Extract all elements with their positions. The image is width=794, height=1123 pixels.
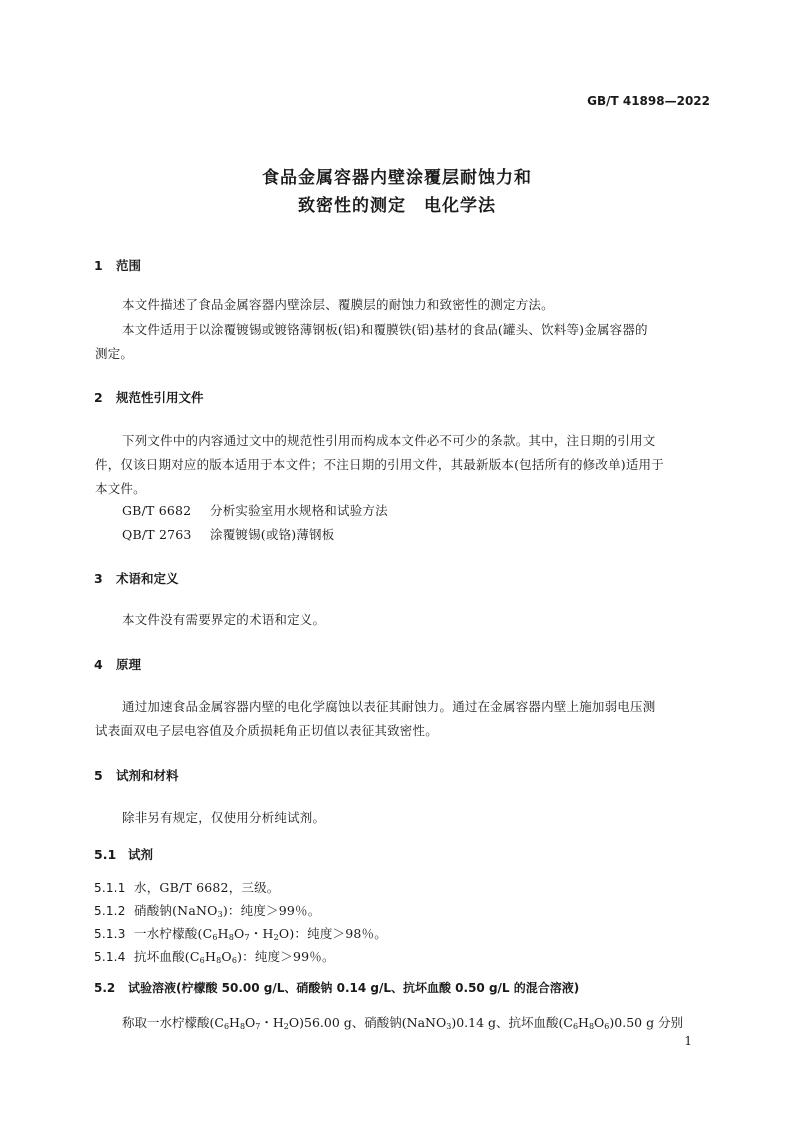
paragraph-continued: 测定。: [95, 346, 134, 361]
reference-title: 分析实验室用水规格和试验方法: [210, 503, 388, 518]
subsection-number: 5.2: [94, 981, 116, 995]
section-number: 5: [94, 768, 103, 783]
paragraph-continued: 试表面双电子层电容值及介质损耗角正切值以表征其致密性。: [95, 723, 438, 738]
section-number: 2: [94, 390, 103, 405]
item-number: 5.1.4: [94, 950, 126, 964]
section-number: 1: [94, 258, 103, 273]
paragraph: 本文件没有需要界定的术语和定义。: [122, 612, 326, 627]
paragraph: 通过加速食品金属容器内壁的电化学腐蚀以表征其耐蚀力。通过在金属容器内壁上施加弱电压测: [122, 699, 656, 714]
subsection-5-2-heading: [94, 979, 579, 996]
paragraph-continued: 件，仅该日期对应的版本适用于本文件；不注日期的引用文件，其最新版本(包括所有的修改单)适用于: [95, 457, 664, 472]
paragraph: 本文件适用于以涂覆镀锡或镀铬薄钢板(铝)和覆膜铁(铝)基材的食品(罐头、饮料等)金属容器的: [122, 322, 648, 337]
reference-code: GB/T 6682: [122, 503, 192, 518]
item-text: 硝酸钠(NaNO$_3$)：纯度＞99％。: [134, 903, 321, 919]
item-number: 5.1.2: [94, 904, 126, 918]
section-number: 3: [94, 571, 103, 586]
subsection-title: 试剂: [128, 847, 154, 862]
document-title-line-1: 食品金属容器内壁涂覆层耐蚀力和: [262, 168, 532, 188]
paragraph: 本文件描述了食品金属容器内壁涂层、覆膜层的耐蚀力和致密性的测定方法。: [122, 297, 554, 312]
subsection-5-1-heading: [94, 845, 153, 863]
paragraph-continued: 本文件。: [95, 481, 146, 496]
list-item: [94, 924, 387, 942]
subsection-title: 试验溶液(柠檬酸 50.00 g/L、硝酸钠 0.14 g/L、抗坏血酸 0.50 g/L 的混合溶液): [128, 981, 580, 995]
section-1-heading: [94, 256, 141, 274]
section-4-heading: [94, 655, 141, 673]
section-title: 术语和定义: [116, 571, 179, 586]
item-text: 水，GB/T 6682，三级。: [134, 880, 280, 895]
section-2-heading: [94, 388, 204, 406]
section-title: 原理: [116, 657, 142, 672]
normative-reference: [122, 501, 388, 519]
subsection-number: 5.1: [94, 847, 117, 862]
reference-code: QB/T 2763: [122, 527, 192, 542]
item-text: 抗坏血酸$(C_6H_8O_6)$：纯度＞99％。: [134, 949, 335, 965]
page-number: 1: [684, 1034, 692, 1048]
item-number: 5.1.1: [94, 881, 126, 895]
list-item: [94, 901, 320, 919]
section-number: 4: [94, 657, 103, 672]
reference-title: 涂覆镀锡(或铬)薄钢板: [210, 527, 335, 542]
paragraph: 下列文件中的内容通过文中的规范性引用而构成本文件必不可少的条款。其中，注日期的引用文: [122, 433, 656, 448]
section-5-heading: [94, 766, 179, 784]
section-3-heading: [94, 569, 179, 587]
item-number: 5.1.3: [94, 927, 126, 941]
list-item: [94, 947, 335, 965]
list-item: [94, 878, 280, 896]
section-title: 规范性引用文件: [116, 390, 204, 405]
section-title: 试剂和材料: [116, 768, 179, 783]
paragraph: 除非另有规定，仅使用分析纯试剂。: [122, 810, 326, 825]
document-title-line-2: 致密性的测定 电化学法: [298, 196, 496, 216]
normative-reference: [122, 525, 334, 543]
paragraph: 称取一水柠檬酸($C_6H_8O_7$・$H_2O)56.00$ g、硝酸钠(NaNO$_3$)0.14 g、抗坏血酸$(C_6H_8O_6)0.50$ g 分别: [122, 1015, 684, 1031]
section-title: 范围: [116, 258, 142, 273]
standard-code: GB/T 41898—2022: [587, 94, 710, 108]
item-text: 一水柠檬酸($C_6H_8O_7$・$H_2O$)：纯度＞98％。: [134, 926, 387, 942]
